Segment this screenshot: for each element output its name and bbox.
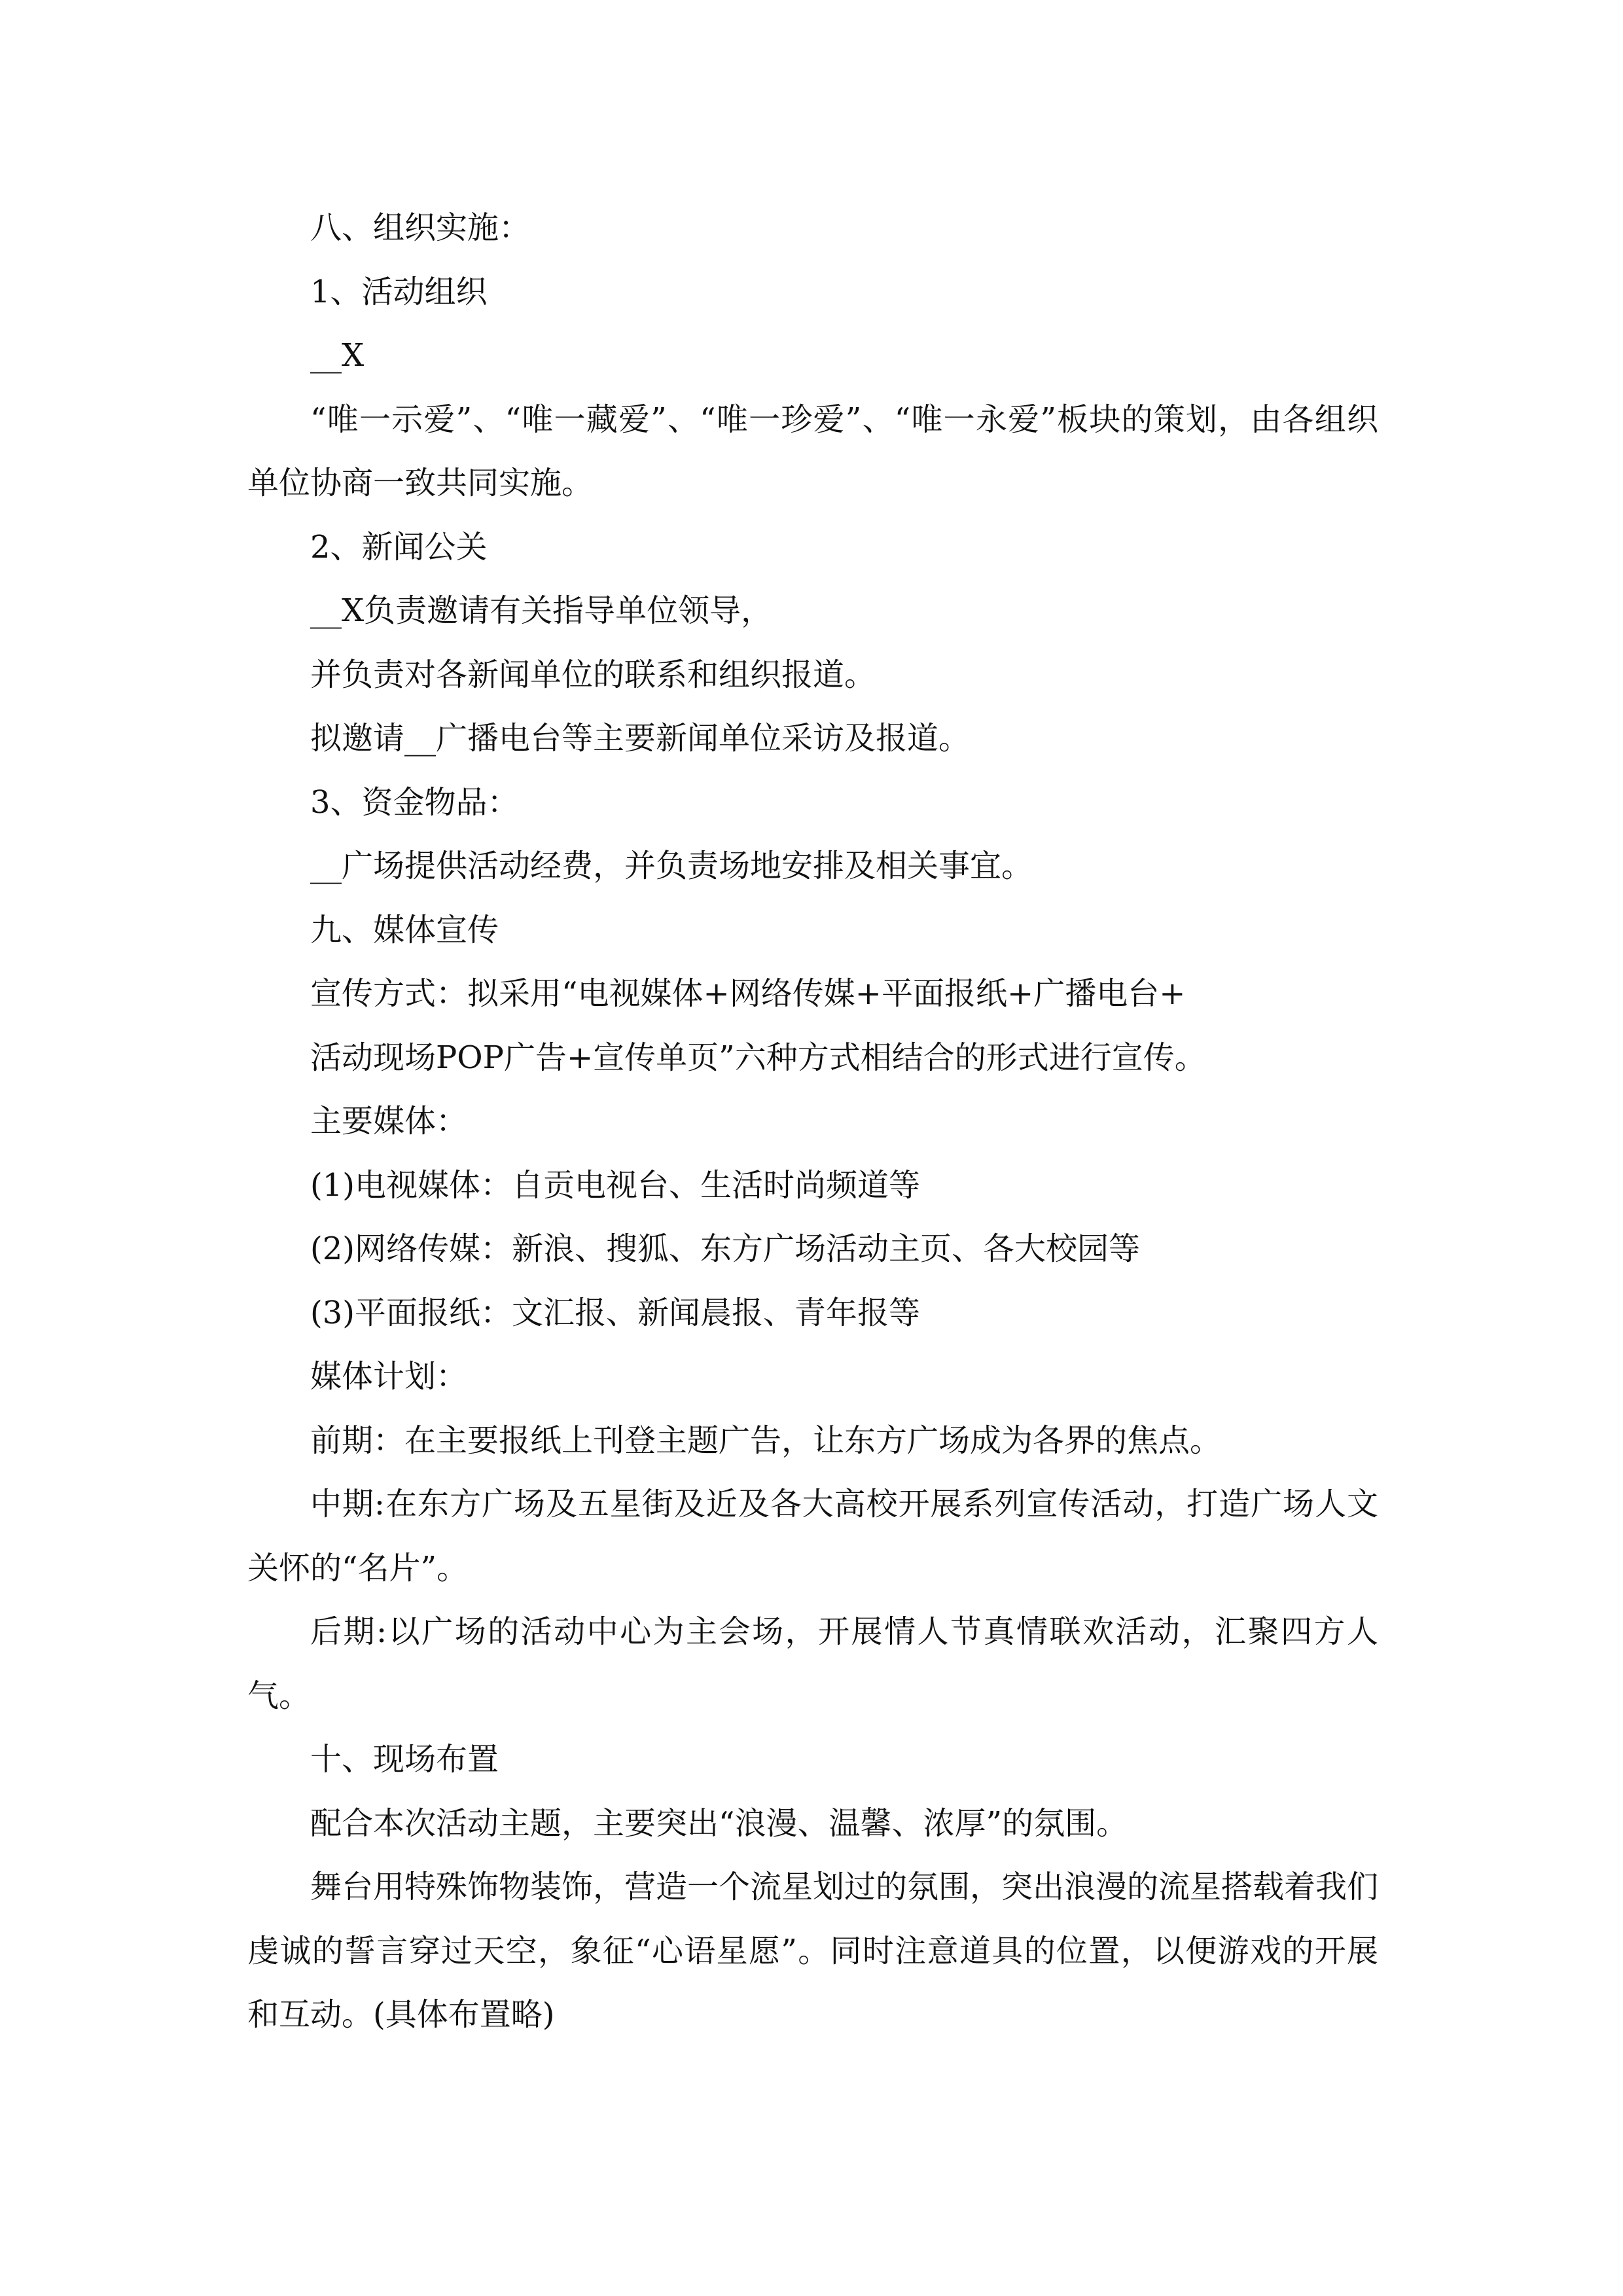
paragraph: 中期:在东方广场及五星街及近及各大高校开展系列宣传活动，打造广场人文关怀的“名片”。 [247, 1486, 1378, 1587]
paragraph: 媒体计划： [310, 1358, 468, 1395]
document-body [247, 196, 1378, 2047]
paragraph: __广场提供活动经费，并负责场地安排及相关事宜。 [310, 848, 1033, 884]
heading-media-promotion: 九、媒体宣传 [310, 911, 499, 948]
paragraph: 前期：在主要报纸上刊登主题广告，让东方广场成为各界的焦点。 [310, 1422, 1222, 1459]
heading-organization: 八、组织实施： [310, 209, 531, 246]
paragraph: “唯一示爱”、“唯一藏爱”、“唯一珍爱”、“唯一永爱”板块的策划，由各组织单位协商一致共同实施。 [247, 401, 1378, 501]
paragraph: __X [310, 337, 365, 374]
list-item: (1)电视媒体：自贡电视台、生活时尚频道等 [310, 1166, 920, 1204]
paragraph: 舞台用特殊饰物装饰，营造一个流星划过的氛围，突出浪漫的流星搭载着我们虔诚的誓言穿过天空，象征“心语星愿”。同时注意道具的位置，以便游戏的开展和互动。(具体布置略) [247, 1869, 1379, 2033]
list-item: (3)平面报纸：文汇报、新闻晨报、青年报等 [310, 1294, 920, 1331]
paragraph: 后期:以广场的活动中心为主会场，开展情人节真情联欢活动，汇聚四方人气。 [247, 1613, 1378, 1714]
paragraph: 配合本次活动主题，主要突出“浪漫、温馨、浓厚”的氛围。 [310, 1804, 1128, 1842]
paragraph: __X负责邀请有关指导单位领导， [310, 592, 773, 629]
paragraph: 拟邀请__广播电台等主要新闻单位采访及报道。 [310, 720, 971, 757]
subheading-funds-materials: 3、资金物品： [310, 783, 519, 821]
subheading-activity-organization: 1、活动组织 [310, 273, 488, 310]
paragraph: 主要媒体： [310, 1103, 468, 1139]
list-item: (2)网络传媒：新浪、搜狐、东方广场活动主页、各大校园等 [310, 1230, 1140, 1267]
paragraph: 宣传方式：拟采用“电视媒体+网络传媒+平面报纸+广播电台+ [310, 975, 1186, 1012]
paragraph: 并负责对各新闻单位的联系和组织报道。 [310, 656, 876, 693]
paragraph: 活动现场POP广告+宣传单页”六种方式相结合的形式进行宣传。 [310, 1039, 1206, 1076]
subheading-news-pr: 2、新闻公关 [310, 528, 488, 565]
heading-site-layout: 十、现场布置 [310, 1741, 499, 1778]
